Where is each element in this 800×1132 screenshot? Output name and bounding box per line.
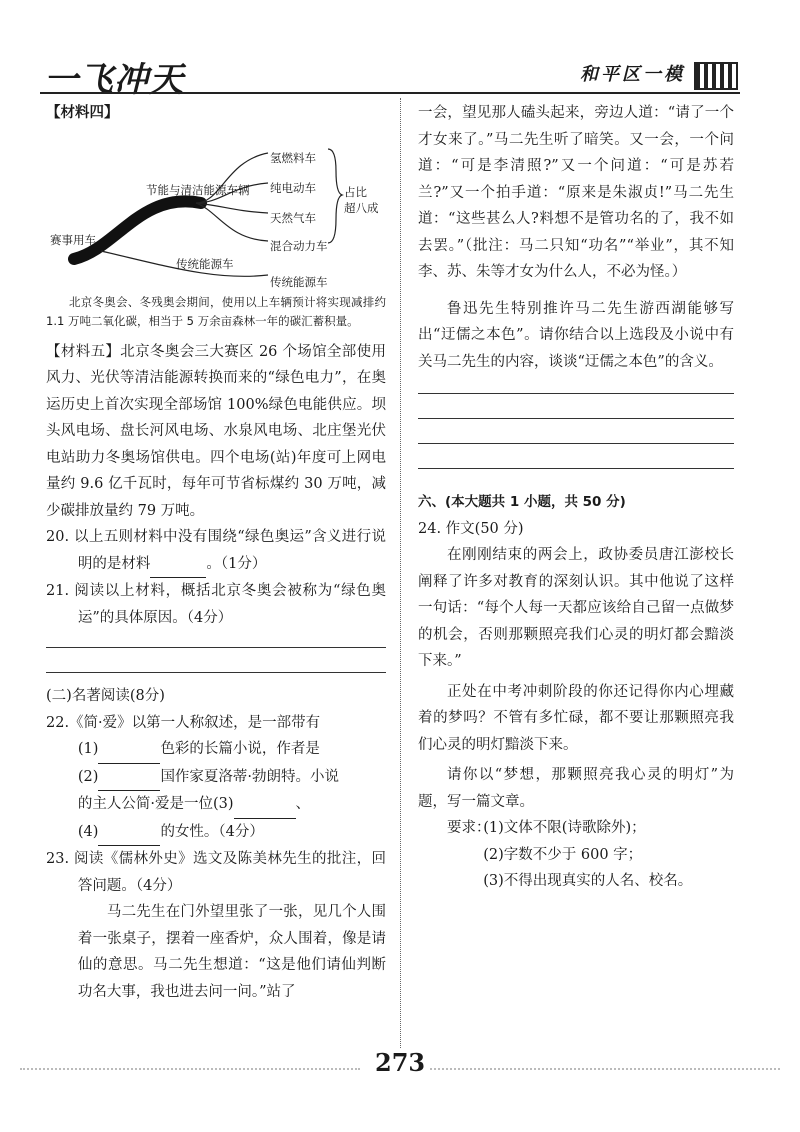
q22-p4-after: 的女性。（4分） [160, 823, 264, 840]
q23-question: 鲁迅先生特别推许马二先生游西湖能够写出“迂儒之本色”。请你结合以上选段及小说中有关马二先生的内容，谈谈“迂儒之本色”的含义。 [418, 300, 734, 370]
leaf-natural-gas: 天然气车 [270, 210, 316, 225]
q22-p2-after: 国作家夏洛蒂·勃朗特。小说 [160, 768, 340, 785]
q24-req3: (3)不得出现真实的人名、校名。 [483, 873, 693, 889]
q23-passage-left: 马二先生在门外望里张了一张，见几个人围着一张桌子，摆着一座香炉，众人围着，像是请仙的意思。马二先生想道：“这是他们请仙判断功名大事，我也进去问一问。”站了 [77, 904, 386, 1000]
q24-title: 24. 作文(50 分) [418, 520, 524, 537]
left-column [46, 100, 386, 1005]
q23-intro: 23. 阅读《儒林外史》选文及陈美林先生的批注，回答问题。（4分） [46, 851, 386, 894]
material4-label: 【材料四】 [46, 104, 119, 121]
q22-blank-4[interactable] [98, 819, 160, 847]
material4-caption: 北京冬奥会、冬残奥会期间，使用以上车辆预计将实现减排约 1.1 万吨二氧化碳，相当于 5 万余亩森林一年的碳汇蓄积量。 [46, 294, 386, 328]
column-divider [400, 98, 401, 1048]
q22-p1: (1) [77, 741, 99, 757]
material5-text: 【材料五】北京冬奥会三大赛区 26 个场馆全部使用风力、光伏等清洁能源转换而来的“绿色电力”，在奥运历史上首次实现全部场馆 100%绿色电能供应。坝头风电场、盘长河风电场、水泉风电场、北庄堡光伏电站助力冬奥场馆供电。四个电场(站)年度可上网电量约 9.6 亿千瓦时，每年可节省标煤约 30 万吨，减少碳排放量约 79 万吨。 [46, 343, 386, 519]
q24-para2: 正处在中考冲刺阶段的你还记得你内心埋藏着的梦吗？不管有多忙碌，都不要让那颗照亮我们心灵的明灯黯淡下来。 [418, 683, 734, 753]
header-rule [40, 92, 740, 94]
q22-p3-before: 的主人公简·爱是一位(3) [77, 796, 234, 812]
root-node: 赛事用车 [50, 232, 96, 247]
section-6-title: 六、(本大题共 1 小题，共 50 分) [418, 494, 626, 510]
q23-answer-line-2[interactable] [418, 418, 734, 419]
q22-blank-3[interactable] [234, 791, 296, 819]
q24-para3: 请你以“梦想，那颗照亮我心灵的明灯”为题，写一篇文章。 [418, 767, 734, 810]
q22-p2: (2) [77, 768, 99, 785]
q23-answer-line-1[interactable] [418, 393, 734, 394]
exam-name: 和平区一模 [580, 64, 685, 85]
clean-energy-branch: 节能与清洁能源车辆 [146, 182, 250, 197]
footer-dots-right [430, 1068, 780, 1070]
q22-p4: (4) [77, 823, 99, 840]
q20-text: 20. 以上五则材料中没有围绕“绿色奥运”含义进行说明的是材料 [46, 529, 386, 572]
leaf-hydrogen: 氢燃料车 [270, 150, 316, 165]
question-20 [46, 524, 386, 578]
q22-line2 [46, 736, 386, 764]
q22-p1-after: 色彩的长篇小说，作者是 [160, 741, 320, 757]
question-21: 21. 阅读以上材料，概括北京冬奥会被称为“绿色奥运”的具体原因。（4分） [46, 583, 386, 626]
section-2-title: (二)名著阅读(8分) [46, 688, 165, 704]
q21-answer-line-1[interactable] [46, 647, 386, 648]
q22-line3 [46, 764, 386, 792]
leaf-hybrid: 混合动力车 [270, 238, 328, 253]
q24-para1: 在刚刚结束的两会上，政协委员唐江澎校长阐释了许多对教育的深刻认识。其中他说了这样一句话：“每个人每一天都应该给自己留一点做梦的机会，否则那颗照亮我们心灵的明灯都会黯淡下来。” [418, 547, 734, 669]
q24-req-label: 要求： [447, 820, 491, 836]
series-title: 一飞冲天 [44, 60, 184, 100]
q24-req1: (1)文体不限(诗歌除外)； [483, 820, 646, 836]
q20-points: 。（1分） [206, 555, 267, 572]
q22-line4 [46, 791, 386, 819]
q22-line1: 22.《简·爱》以第一人称叙述，是一部带有 [46, 714, 321, 731]
q20-blank[interactable] [150, 551, 206, 579]
q22-line5 [46, 819, 386, 847]
q22-blank-1[interactable] [98, 736, 160, 764]
traditional-branch: 传统能源车 [176, 256, 234, 271]
header-decoration [694, 62, 738, 90]
footer-dots-left [20, 1068, 360, 1070]
q22-p3-after: 、 [295, 796, 311, 812]
q23-answer-line-3[interactable] [418, 443, 734, 444]
q23-answer-line-4[interactable] [418, 468, 734, 469]
q21-answer-line-2[interactable] [46, 672, 386, 673]
brace-note-1: 占比 [344, 184, 367, 199]
leaf-traditional: 传统能源车 [270, 274, 328, 289]
right-column [418, 100, 734, 895]
q22-blank-2[interactable] [98, 764, 160, 792]
vehicle-diagram [46, 131, 386, 291]
brace-note-2: 超八成 [344, 200, 379, 215]
q24-req2: (2)字数不少于 600 字； [483, 846, 643, 863]
page-number: 273 [375, 1048, 426, 1077]
q23-passage-right: 一会，望见那人磕头起来，旁边人道：“请了一个才女来了。”马二先生听了暗笑。又一会，一个问道：“可是李清照?”又一个问道：“可是苏若兰?”又一个拍手道：“原来是朱淑贞!”马二先生道：“这些甚么人?料想不是管功名的了，我不如去罢。”（批注：马二只知“功名”“举业”，其不知李、苏、朱等才女为什么人，不必为怪。） [418, 105, 734, 280]
leaf-electric: 纯电动车 [270, 180, 316, 195]
